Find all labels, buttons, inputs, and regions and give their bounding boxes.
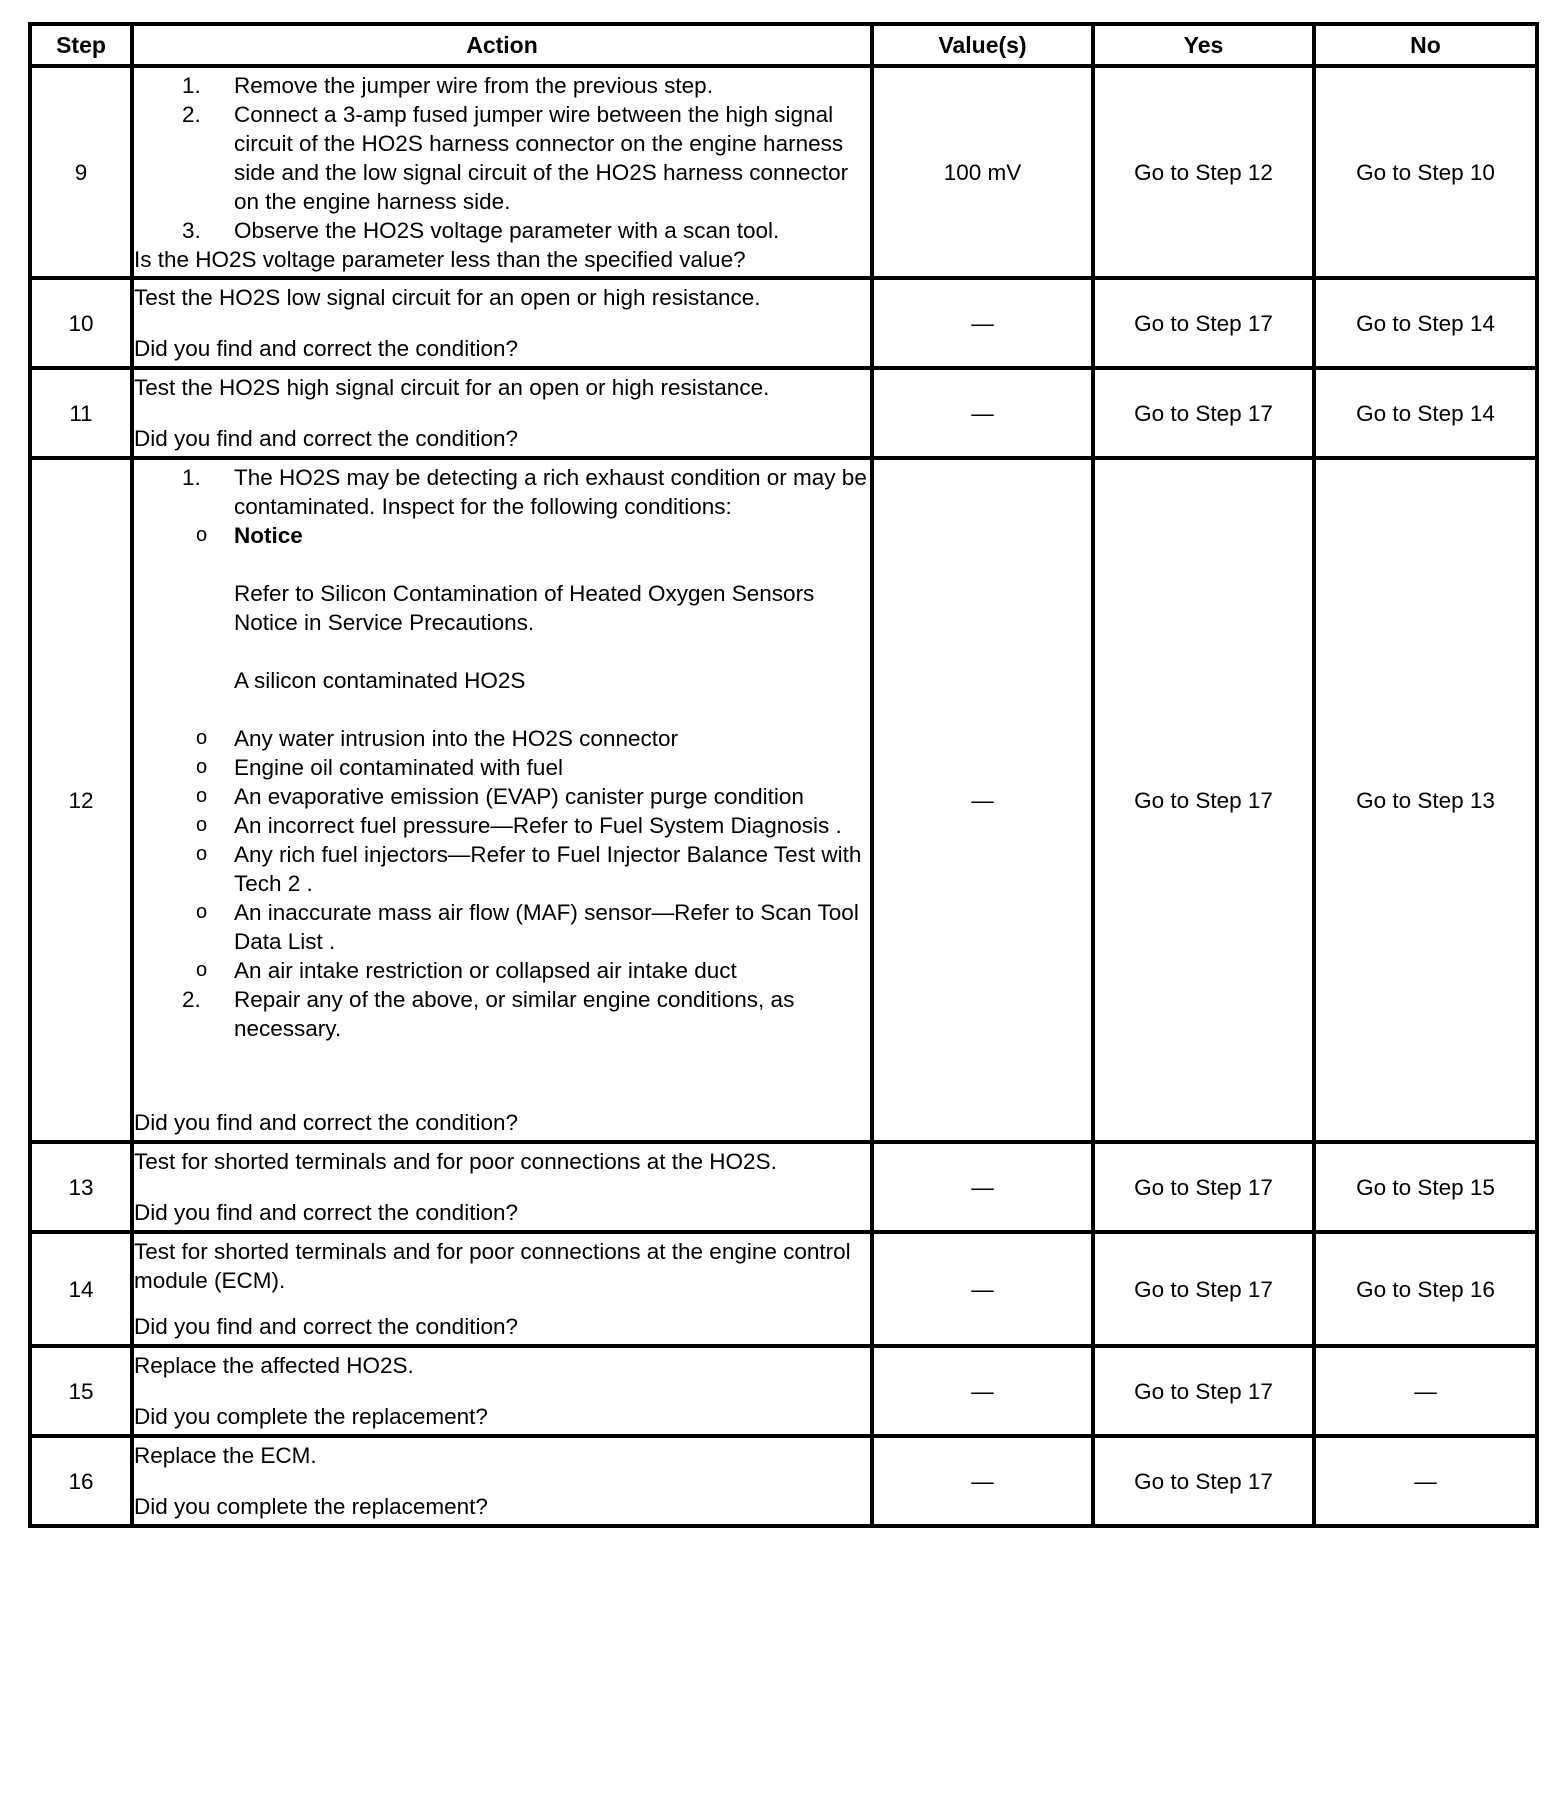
no-cell: Go to Step 16 (1314, 1232, 1537, 1346)
question-text: Did you find and correct the condition? (134, 1314, 518, 1339)
yes-cell: Go to Step 17 (1093, 278, 1314, 368)
no-cell: Go to Step 14 (1314, 278, 1537, 368)
step-number: 14 (30, 1232, 132, 1346)
bullet-item (134, 724, 870, 753)
header-action: Action (132, 24, 872, 66)
bullet-icon: o (196, 727, 208, 749)
bullet-text: Engine oil contaminated with fuel (234, 755, 563, 780)
list-item (134, 216, 870, 245)
bullet-icon: o (196, 959, 208, 981)
value-cell: — (872, 1346, 1093, 1436)
action-cell (132, 368, 872, 458)
step-number: 15 (30, 1346, 132, 1436)
yes-cell: Go to Step 17 (1093, 1232, 1314, 1346)
yes-cell: Go to Step 17 (1093, 1436, 1314, 1526)
step-number: 11 (30, 368, 132, 458)
action-cell (132, 1436, 872, 1526)
list-item (134, 463, 870, 521)
step-number: 10 (30, 278, 132, 368)
bullet-icon: o (196, 524, 208, 546)
action-cell (132, 66, 872, 278)
action-text: Test the HO2S high signal circuit for an open or high resistance. (134, 375, 770, 400)
action-cell (132, 1346, 872, 1436)
header-no: No (1314, 24, 1537, 66)
question-text: Did you find and correct the condition? (134, 426, 518, 451)
no-cell: Go to Step 10 (1314, 66, 1537, 278)
yes-cell: Go to Step 17 (1093, 458, 1314, 1142)
bullet-item (134, 782, 870, 811)
action-text: Test the HO2S low signal circuit for an open or high resistance. (134, 285, 761, 310)
value-cell: — (872, 278, 1093, 368)
bullet-item (134, 898, 870, 956)
notice-title: Notice (234, 523, 303, 548)
bullet-icon: o (196, 814, 208, 836)
bullet-text: An inaccurate mass air flow (MAF) sensor—Refer to Scan Tool Data List . (234, 900, 859, 954)
no-cell: — (1314, 1346, 1537, 1436)
question-text: Is the HO2S voltage parameter less than the specified value? (134, 246, 746, 272)
header-step: Step (30, 24, 132, 66)
table-row-step-12 (30, 458, 1537, 1142)
list-number: 1. (182, 465, 201, 490)
action-text: Replace the ECM. (134, 1443, 317, 1468)
table-row-step-10 (30, 278, 1537, 368)
bullet-text: Any water intrusion into the HO2S connector (234, 726, 678, 751)
diagnostic-table (28, 22, 1539, 1528)
list-item (134, 100, 870, 216)
question-text: Did you find and correct the condition? (134, 1200, 518, 1225)
table-row-step-9 (30, 66, 1537, 278)
action-text: Test for shorted terminals and for poor connections at the HO2S. (134, 1149, 777, 1174)
bullet-text: An evaporative emission (EVAP) canister purge condition (234, 784, 804, 809)
header-row (30, 24, 1537, 66)
action-cell (132, 1142, 872, 1232)
table-row-step-13 (30, 1142, 1537, 1232)
bullet-text: Any rich fuel injectors—Refer to Fuel Injector Balance Test with Tech 2 . (234, 842, 862, 896)
list-text: Connect a 3-amp fused jumper wire between the high signal circuit of the HO2S harness connector on the engine harness side and the low signal circuit of the HO2S harness connector on the engine harness side. (234, 101, 849, 214)
ordered-list (134, 71, 870, 245)
step-number: 16 (30, 1436, 132, 1526)
bullet-item (134, 956, 870, 985)
step-number: 9 (30, 66, 132, 278)
list-number: 2. (182, 101, 201, 127)
table-row-step-11 (30, 368, 1537, 458)
bullet-icon: o (196, 785, 208, 807)
no-cell: — (1314, 1436, 1537, 1526)
question-text: Did you find and correct the condition? (134, 336, 518, 361)
bullet-icon: o (196, 843, 208, 865)
list-item (134, 985, 870, 1043)
action-cell (132, 278, 872, 368)
header-values: Value(s) (872, 24, 1093, 66)
bullet-icon: o (196, 901, 208, 923)
no-cell: Go to Step 13 (1314, 458, 1537, 1142)
action-text: Replace the affected HO2S. (134, 1353, 414, 1378)
list-text: Remove the jumper wire from the previous step. (234, 72, 713, 98)
value-cell: — (872, 368, 1093, 458)
no-cell: Go to Step 14 (1314, 368, 1537, 458)
step-number: 12 (30, 458, 132, 1142)
bullet-text: An air intake restriction or collapsed air intake duct (234, 958, 737, 983)
yes-cell: Go to Step 12 (1093, 66, 1314, 278)
bullet-text: An incorrect fuel pressure—Refer to Fuel System Diagnosis . (234, 813, 842, 838)
table-row-step-14 (30, 1232, 1537, 1346)
question-text: Did you find and correct the condition? (134, 1110, 518, 1135)
no-cell: Go to Step 15 (1314, 1142, 1537, 1232)
bullet-item (134, 753, 870, 782)
table-row-step-16 (30, 1436, 1537, 1526)
yes-cell: Go to Step 17 (1093, 368, 1314, 458)
value-cell: — (872, 1142, 1093, 1232)
yes-cell: Go to Step 17 (1093, 1142, 1314, 1232)
notice-extra: A silicon contaminated HO2S (234, 668, 526, 693)
value-cell: — (872, 1232, 1093, 1346)
list-number: 2. (182, 987, 201, 1012)
value-cell: — (872, 458, 1093, 1142)
yes-cell: Go to Step 17 (1093, 1346, 1314, 1436)
question-text: Did you complete the replacement? (134, 1404, 488, 1429)
value-cell: — (872, 1436, 1093, 1526)
list-item (134, 71, 870, 100)
notice-text: Refer to Silicon Contamination of Heated Oxygen Sensors Notice in Service Precautions. (234, 581, 815, 635)
value-cell: 100 mV (872, 66, 1093, 278)
bullet-item (134, 811, 870, 840)
question-text: Did you complete the replacement? (134, 1494, 488, 1519)
bullet-item (134, 840, 870, 898)
action-cell (132, 458, 872, 1142)
table-row-step-15 (30, 1346, 1537, 1436)
action-text: Test for shorted terminals and for poor connections at the engine control module (ECM). (134, 1239, 851, 1293)
list-text: Observe the HO2S voltage parameter with a scan tool. (234, 217, 780, 243)
bullet-item-notice (134, 521, 870, 550)
header-yes: Yes (1093, 24, 1314, 66)
list-text: Repair any of the above, or similar engine conditions, as necessary. (234, 987, 795, 1041)
step-number: 13 (30, 1142, 132, 1232)
bullet-list (134, 724, 870, 985)
bullet-icon: o (196, 756, 208, 778)
list-text: The HO2S may be detecting a rich exhaust condition or may be contaminated. Inspect for the following conditions: (234, 465, 867, 519)
action-cell (132, 1232, 872, 1346)
list-number: 3. (182, 217, 201, 243)
list-number: 1. (182, 72, 201, 98)
